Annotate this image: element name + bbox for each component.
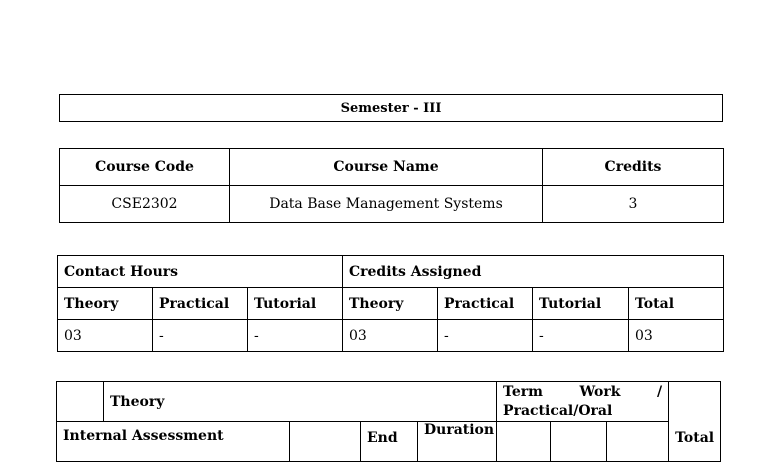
hours-table xyxy=(57,255,724,352)
credits-header: Credits xyxy=(543,149,724,186)
course-code-header: Course Code xyxy=(60,149,230,186)
scheme-blank-cell xyxy=(607,422,669,462)
course-table xyxy=(59,148,724,223)
course-code-cell: CSE2302 xyxy=(60,186,230,223)
contact-hours-header: Contact Hours xyxy=(58,256,343,288)
internal-assessment-header: Internal Assessment xyxy=(57,422,290,462)
scheme-blank-cell xyxy=(497,422,551,462)
hours-header-cell: Tutorial xyxy=(248,288,343,320)
scheme-blank-cell xyxy=(290,422,361,462)
duration-header: Duration xyxy=(418,422,497,462)
theory-header: Theory xyxy=(104,382,497,422)
course-name-header: Course Name xyxy=(230,149,543,186)
scheme-blank-cell xyxy=(551,422,607,462)
scheme-table xyxy=(56,381,721,462)
end-header: End xyxy=(361,422,418,462)
total-header: Total xyxy=(669,382,721,462)
hours-header-cell: Tutorial xyxy=(533,288,629,320)
hours-value-cell: - xyxy=(248,320,343,352)
scheme-empty-cell xyxy=(57,382,104,422)
hours-header-cell: Theory xyxy=(343,288,438,320)
hours-header-cell: Practical xyxy=(153,288,248,320)
hours-header-cell: Practical xyxy=(438,288,533,320)
semester-title: Semester - III xyxy=(60,95,723,122)
course-name-cell: Data Base Management Systems xyxy=(230,186,543,223)
credits-assigned-header: Credits Assigned xyxy=(343,256,724,288)
hours-value-cell: - xyxy=(438,320,533,352)
hours-value-cell: - xyxy=(153,320,248,352)
hours-value-cell: 03 xyxy=(343,320,438,352)
semester-table xyxy=(59,94,723,122)
term-work-header: Term Work / Practical/Oral xyxy=(497,382,669,422)
hours-header-cell: Theory xyxy=(58,288,153,320)
hours-value-cell: 03 xyxy=(629,320,724,352)
hours-header-cell: Total xyxy=(629,288,724,320)
hours-value-cell: - xyxy=(533,320,629,352)
hours-value-cell: 03 xyxy=(58,320,153,352)
credits-cell: 3 xyxy=(543,186,724,223)
